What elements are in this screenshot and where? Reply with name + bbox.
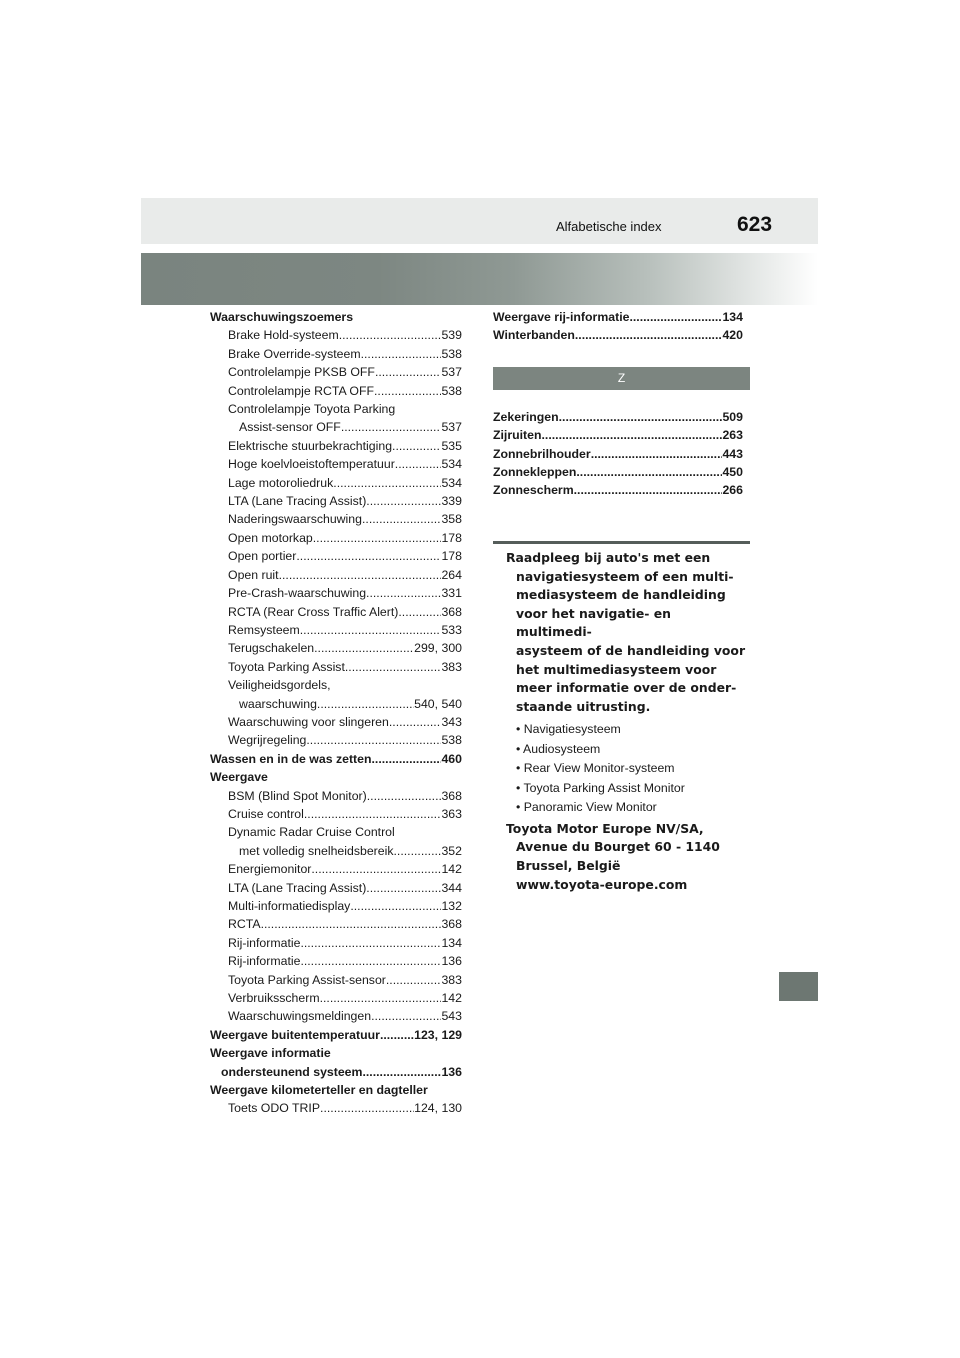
dot-leader xyxy=(361,345,442,363)
note-heading xyxy=(493,549,750,716)
entry-label: Remsysteem xyxy=(228,622,300,637)
entry-label: Rij-informatie xyxy=(228,954,301,969)
note-box xyxy=(493,541,750,894)
entry-page-ref: 420 xyxy=(722,328,743,343)
dot-leader xyxy=(575,326,723,344)
entry-page-ref: 352 xyxy=(441,843,462,858)
entry-page-ref: 299, 300 xyxy=(414,641,462,656)
dot-leader xyxy=(306,731,441,749)
note-heading-line: mediasysteem de handleiding xyxy=(516,587,726,603)
entry-label: Toets ODO TRIP xyxy=(228,1101,321,1116)
note-list-item: • Toyota Parking Assist Monitor xyxy=(493,779,750,799)
entry-label: ondersteunend systeem xyxy=(221,1064,363,1079)
entry-page-ref: 134 xyxy=(722,310,743,324)
index-entry xyxy=(210,787,462,805)
dot-leader xyxy=(320,989,442,1007)
dot-leader xyxy=(311,860,441,878)
publisher-address xyxy=(493,820,750,894)
entry-page-ref: 124, 130 xyxy=(414,1101,462,1116)
entry-label: Winterbanden xyxy=(493,328,575,343)
index-entry xyxy=(210,805,462,823)
entry-label: Terugschakelen xyxy=(228,641,315,656)
index-entry: Waarschuwingszoemers xyxy=(210,310,354,324)
entry-label: Rij-informatie xyxy=(228,935,301,950)
entry-label: Wassen en in de was zetten xyxy=(210,751,372,766)
entry-label: Multi-informatiedisplay xyxy=(228,899,351,913)
dot-leader xyxy=(366,879,441,897)
entry-page-ref: 538 xyxy=(441,733,462,748)
address-line: www.toyota-europe.com xyxy=(516,876,688,892)
dot-leader xyxy=(261,915,442,933)
dot-leader xyxy=(300,934,441,952)
entry-page-ref: 509 xyxy=(722,409,743,424)
index-entry xyxy=(210,345,462,363)
index-entry xyxy=(493,308,743,326)
entry-page-ref: 339 xyxy=(441,494,462,509)
entry-label: RCTA (Rear Cross Traffic Alert) xyxy=(228,604,399,619)
decorative-gradient-band xyxy=(141,253,818,305)
address-line: Toyota Motor Europe NV/SA, xyxy=(506,820,704,836)
entry-label: Zonnescherm xyxy=(493,483,574,498)
index-entry xyxy=(210,658,462,676)
note-heading-line: meer informatie over de onder- xyxy=(516,680,737,696)
dot-leader xyxy=(320,1099,414,1117)
entry-page-ref: 123, 129 xyxy=(414,1027,462,1042)
index-entry xyxy=(210,437,462,455)
entry-page-ref: 383 xyxy=(441,972,462,987)
entry-label: Waarschuwing voor slingeren xyxy=(228,714,389,729)
entry-page-ref: 344 xyxy=(441,880,462,895)
index-entry xyxy=(210,915,462,933)
dot-leader xyxy=(366,584,441,602)
entry-label: Toyota Parking Assist xyxy=(228,659,345,674)
index-entry xyxy=(210,621,462,639)
note-heading-line: asysteem of de handleiding voor xyxy=(516,642,746,658)
entry-page-ref: 132 xyxy=(441,899,462,913)
entry-page-ref: 142 xyxy=(441,991,462,1006)
dot-leader xyxy=(395,455,442,473)
note-list-item: • Audiosysteem xyxy=(493,740,750,760)
note-heading-line: Raadpleeg bij auto's met een xyxy=(506,550,711,565)
entry-page-ref: 538 xyxy=(441,383,462,398)
entry-label: Controlelampje RCTA OFF xyxy=(228,383,375,398)
index-entry xyxy=(210,750,462,768)
index-entry xyxy=(210,1063,462,1081)
entry-page-ref: 136 xyxy=(441,954,462,969)
entry-page-ref: 450 xyxy=(722,465,743,480)
dot-leader xyxy=(333,474,441,492)
entry-page-ref: 343 xyxy=(441,714,462,729)
index-entry xyxy=(210,547,462,565)
entry-label: Pre-Crash-waarschuwing xyxy=(228,586,367,601)
index-entry xyxy=(210,510,462,528)
entry-page-ref: 534 xyxy=(441,475,462,490)
dot-leader xyxy=(339,326,442,344)
page-number: 623 xyxy=(737,213,773,236)
entry-label: LTA (Lane Tracing Assist) xyxy=(228,494,367,509)
address-line: Avenue du Bourget 60 - 1140 xyxy=(516,839,720,855)
entry-page-ref: 538 xyxy=(441,346,462,361)
entry-page-ref: 460 xyxy=(441,751,462,766)
index-entry xyxy=(210,639,462,657)
entry-page-ref: 368 xyxy=(441,917,462,932)
dot-leader xyxy=(574,481,723,499)
entry-label: Brake Hold-systeem xyxy=(228,328,339,343)
dot-leader xyxy=(392,437,441,455)
index-entry: Controlelampje Toyota Parking xyxy=(228,402,396,417)
entry-label: Naderingswaarschuwing xyxy=(228,512,362,527)
index-entry xyxy=(210,474,462,492)
entry-page-ref: 368 xyxy=(441,604,462,619)
dot-leader xyxy=(366,492,441,510)
dot-leader xyxy=(386,971,442,989)
entry-page-ref: 263 xyxy=(722,428,743,443)
index-entry xyxy=(210,879,462,897)
entry-label: Open portier xyxy=(228,549,297,564)
index-entry: Weergave informatie xyxy=(210,1046,331,1061)
dot-leader xyxy=(314,639,414,657)
dot-leader xyxy=(591,445,723,463)
entry-page-ref: 331 xyxy=(441,586,462,601)
section-title: Alfabetische index xyxy=(556,219,662,234)
dot-leader xyxy=(279,566,442,584)
dot-leader xyxy=(542,426,723,444)
entry-page-ref: 358 xyxy=(441,512,462,527)
chapter-thumb-tab xyxy=(779,972,818,1001)
dot-leader xyxy=(350,897,441,915)
index-entry xyxy=(210,1007,462,1025)
entry-page-ref: 266 xyxy=(722,483,743,498)
entry-label: Waarschuwingsmeldingen xyxy=(228,1009,372,1024)
entry-page-ref: 136 xyxy=(441,1064,462,1079)
index-entry: Weergave kilometerteller en dagteller xyxy=(210,1083,428,1098)
entry-page-ref: 178 xyxy=(441,530,462,545)
index-entry xyxy=(210,952,462,970)
entry-page-ref: 142 xyxy=(441,862,462,877)
note-list-item: • Panoramic View Monitor xyxy=(493,798,750,818)
dot-leader xyxy=(371,1007,441,1025)
dot-leader xyxy=(300,952,441,970)
index-entry xyxy=(493,326,743,344)
note-heading-line: staande uitrusting. xyxy=(516,698,651,714)
index-entry: Dynamic Radar Cruise Control xyxy=(228,825,395,840)
dot-leader xyxy=(559,408,723,426)
dot-leader xyxy=(317,695,414,713)
note-list-item: • Navigatiesysteem xyxy=(493,720,750,740)
entry-label: Controlelampje PKSB OFF xyxy=(228,365,375,380)
index-column-left xyxy=(210,308,462,1118)
dot-leader xyxy=(362,1063,441,1081)
entry-page-ref: 443 xyxy=(722,446,743,461)
entry-page-ref: 543 xyxy=(441,1009,462,1024)
index-entry xyxy=(210,860,462,878)
entry-page-ref: 264 xyxy=(441,567,462,582)
entry-page-ref: 178 xyxy=(441,549,462,564)
header-band xyxy=(141,198,818,244)
dot-leader xyxy=(398,603,441,621)
entry-label: Verbruiksscherm xyxy=(228,991,320,1006)
dot-leader xyxy=(375,363,442,381)
index-entry xyxy=(210,1099,462,1117)
dot-leader xyxy=(374,382,441,400)
index-entry xyxy=(210,1026,462,1044)
entry-label: RCTA xyxy=(228,917,261,932)
index-entry xyxy=(493,426,743,444)
index-entry xyxy=(493,463,743,481)
dot-leader xyxy=(367,787,442,805)
entry-label: met volledig snelheidsbereik xyxy=(239,843,394,858)
entry-label: Zijruiten xyxy=(493,428,542,443)
index-entry xyxy=(210,934,462,952)
index-entry xyxy=(210,989,462,1007)
entry-page-ref: 363 xyxy=(441,806,462,821)
index-entry: Weergave xyxy=(210,770,268,785)
entry-label: Elektrische stuurbekrachtiging xyxy=(228,438,393,453)
entry-label: Lage motoroliedruk xyxy=(228,475,334,490)
dot-leader xyxy=(304,805,442,823)
index-entry xyxy=(210,566,462,584)
entry-page-ref: 535 xyxy=(441,438,462,453)
index-entry xyxy=(493,445,743,463)
dot-leader xyxy=(393,842,441,860)
index-entry xyxy=(210,529,462,547)
dot-leader xyxy=(372,750,442,768)
dot-leader xyxy=(362,510,441,528)
entry-label: Cruise control xyxy=(228,806,304,821)
entry-label: Weergave buitentemperatuur xyxy=(210,1027,380,1042)
entry-label: LTA (Lane Tracing Assist) xyxy=(228,880,367,895)
entry-label: Energiemonitor xyxy=(228,862,312,877)
index-entry xyxy=(210,382,462,400)
entry-label: BSM (Blind Spot Monitor) xyxy=(228,788,367,803)
note-list-item: • Rear View Monitor-systeem xyxy=(493,759,750,779)
dot-leader xyxy=(380,1026,414,1044)
entry-page-ref: 134 xyxy=(441,935,462,950)
entry-page-ref: 540, 540 xyxy=(414,696,462,711)
dot-leader xyxy=(300,621,442,639)
index-entry: Veiligheidsgordels, xyxy=(228,678,331,693)
address-line: Brussel, België xyxy=(516,858,621,874)
index-entry xyxy=(210,455,462,473)
index-entry xyxy=(210,842,462,860)
note-heading-line: voor het navigatie- en multimedi- xyxy=(516,605,671,640)
entry-page-ref: 533 xyxy=(441,622,462,637)
entry-page-ref: 383 xyxy=(441,659,462,674)
dot-leader xyxy=(345,658,442,676)
entry-label: Hoge koelvloeistoftemperatuur xyxy=(228,457,395,472)
entry-label: Toyota Parking Assist-sensor xyxy=(228,972,386,987)
index-entry xyxy=(210,492,462,510)
entry-label: Weergave rij-informatie xyxy=(493,310,630,324)
entry-label: Open motorkap xyxy=(228,530,313,545)
dot-leader xyxy=(576,463,722,481)
index-column-right xyxy=(493,308,743,500)
dot-leader xyxy=(389,713,442,731)
entry-label: Assist-sensor OFF xyxy=(239,420,341,435)
dot-leader xyxy=(341,418,442,436)
entry-label: Wegrijregeling xyxy=(228,733,307,748)
index-entry xyxy=(210,713,462,731)
entry-label: Zekeringen xyxy=(493,409,559,424)
index-entry xyxy=(210,326,462,344)
index-entry xyxy=(493,481,743,499)
index-entry xyxy=(210,584,462,602)
entry-label: Zonnebrilhouder xyxy=(493,446,591,461)
index-entry xyxy=(210,971,462,989)
dot-leader xyxy=(629,308,722,326)
note-heading-line: navigatiesysteem of een multi- xyxy=(516,568,734,584)
index-entry xyxy=(493,408,743,426)
note-heading-line: het multimediasysteem voor xyxy=(516,661,717,677)
entry-page-ref: 368 xyxy=(441,788,462,803)
index-entry xyxy=(210,695,462,713)
section-letter-z: Z xyxy=(493,367,750,390)
index-entry xyxy=(210,731,462,749)
entry-label: Zonnekleppen xyxy=(493,465,577,480)
entry-label: waarschuwing xyxy=(239,696,317,711)
dot-leader xyxy=(296,547,441,565)
index-entry xyxy=(210,418,462,436)
index-entry xyxy=(210,603,462,621)
entry-page-ref: 537 xyxy=(441,365,462,380)
index-entry xyxy=(210,363,462,381)
entry-page-ref: 537 xyxy=(441,420,462,435)
entry-page-ref: 534 xyxy=(441,457,462,472)
entry-label: Open ruit xyxy=(228,567,279,582)
dot-leader xyxy=(313,529,442,547)
index-entry xyxy=(210,897,462,915)
entry-label: Brake Override-systeem xyxy=(228,346,361,361)
entry-page-ref: 539 xyxy=(441,328,462,343)
note-equipment-list xyxy=(493,720,750,818)
